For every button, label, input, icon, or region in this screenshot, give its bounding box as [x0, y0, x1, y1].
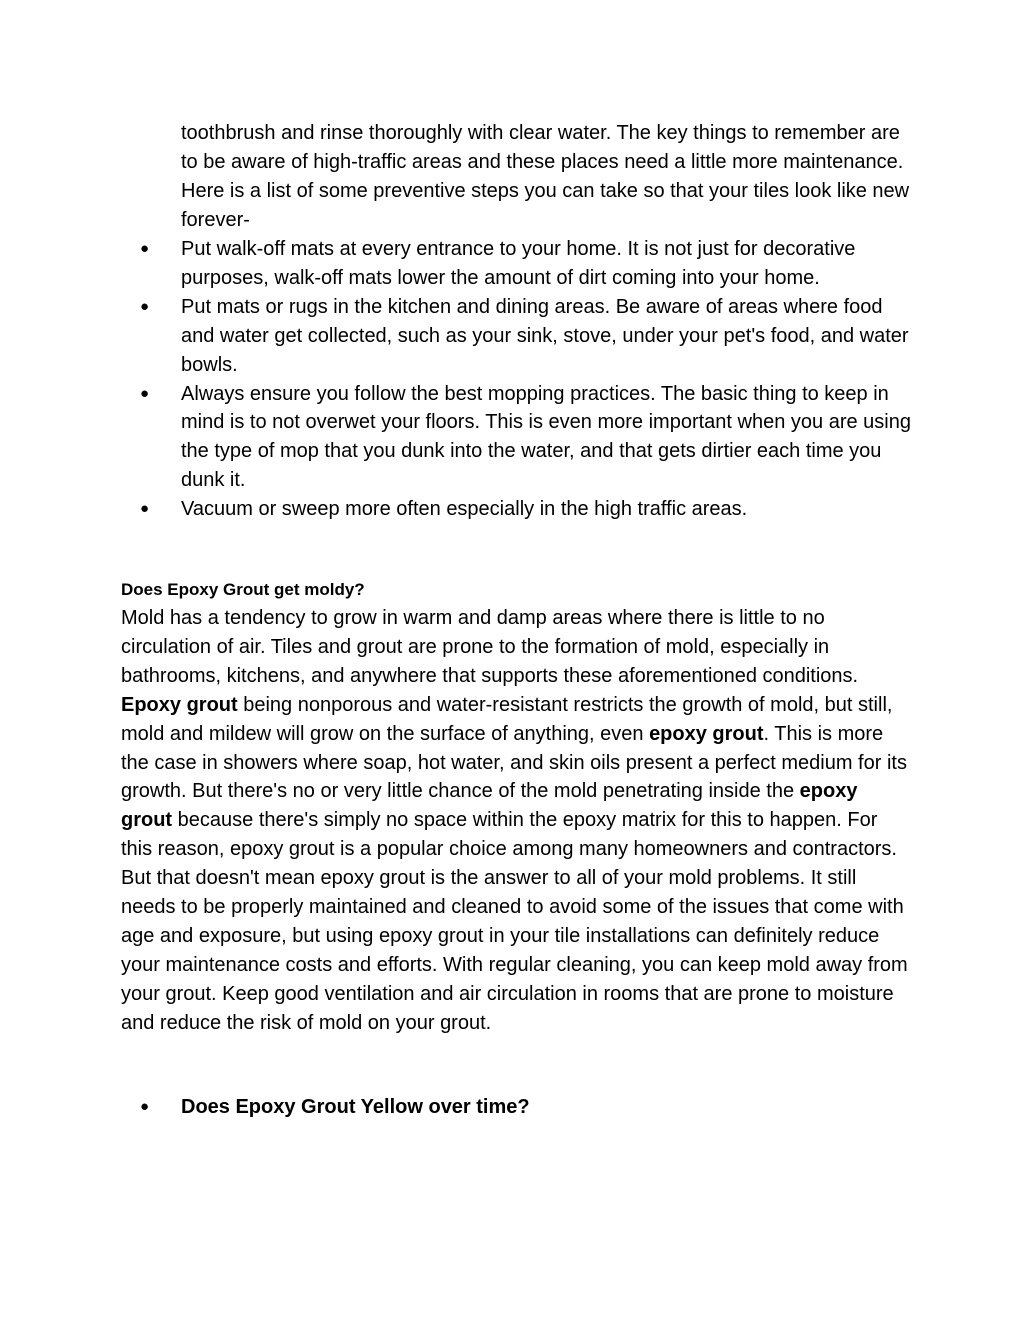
list-item-text: Vacuum or sweep more often especially in the high traffic areas. [181, 498, 748, 521]
paragraph-text: Mold has a tendency to grow in warm and damp areas where there is little to no circulation of air. Tiles and grout are prone to the formation of mold, especially in bathrooms, kitchens, and anywhere that supports these aforementioned conditions. [121, 607, 859, 687]
mold-section-paragraph [121, 604, 911, 1038]
list-item-text: Put mats or rugs in the kitchen and dining areas. Be aware of areas where food and water get collected, such as your sink, stove, under your pet's food, and water bowls. [181, 295, 909, 376]
bold-term: epoxy grout [649, 722, 764, 745]
bold-term: epoxy grout [121, 780, 858, 832]
next-section-list [0, 1093, 1024, 1122]
bullet-icon: ● [140, 384, 150, 402]
intro-continuation-paragraph: toothbrush and rinse thoroughly with clear water. The key things to remember are to be aware of high-traffic areas and these places need a little more maintenance. Here is a list of some preventive steps you can take so that your tiles look like new forever- [181, 122, 910, 231]
list-item [0, 495, 911, 524]
mold-section-heading: Does Epoxy Grout get moldy? [121, 580, 365, 599]
paragraph-text: being nonporous and water-resistant restricts the growth of mold, but still, mold and mildew will grow on the surface of anything, even [121, 693, 893, 745]
bullet-icon: ● [140, 500, 150, 518]
bullet-icon: ● [140, 1098, 150, 1115]
paragraph-text: because there's simply no space within the epoxy matrix for this to happen. For this reason, epoxy grout is a popular choice among many homeowners and contractors. But that doesn't mean epoxy grout is the answer to all of your mold problems. It still needs to be properly maintained and cleaned to avoid some of the issues that come with age and exposure, but using epoxy grout in your tile installations can definitely reduce your maintenance costs and efforts. With regular cleaning, you can keep mold away from your grout. Keep good ventilation and air circulation in rooms that are prone to moisture and reduce the risk of mold on your grout. [121, 809, 908, 1034]
list-item [0, 293, 911, 380]
bullet-icon: ● [140, 297, 150, 315]
next-section-heading [0, 1093, 911, 1122]
list-item [0, 235, 911, 293]
list-item-text: Always ensure you follow the best mopping practices. The basic thing to keep in mind is to not overwet your floors. This is even more important when you are using the type of mop that you dunk into the water, and that gets dirtier each time you dunk it. [181, 382, 911, 492]
bullet-icon: ● [140, 240, 150, 257]
next-section-heading-text: Does Epoxy Grout Yellow over time? [181, 1096, 530, 1118]
paragraph-text: . This is more the case in showers where soap, hot water, and skin oils present a perfect medium for its growth. But there's no or very little chance of the mold penetrating inside the [121, 722, 907, 803]
list-item-text: Put walk-off mats at every entrance to your home. It is not just for decorative purposes, walk-off mats lower the amount of dirt coming into your home. [181, 238, 856, 289]
list-item [0, 380, 911, 496]
preventive-steps-list [0, 235, 1024, 524]
bold-term: Epoxy grout [121, 693, 238, 716]
